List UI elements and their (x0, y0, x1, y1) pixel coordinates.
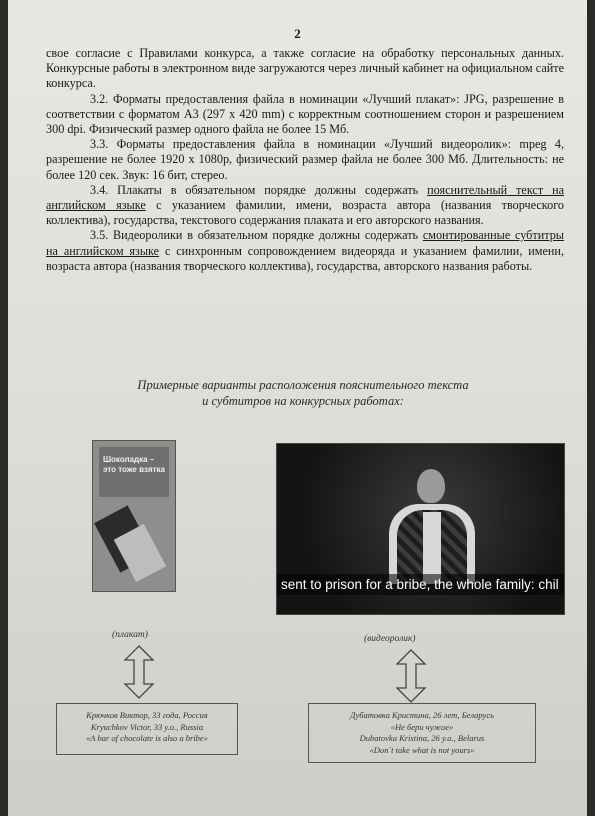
page-number: 2 (294, 26, 301, 41)
video-author-en: Dubatovka Kristina, 26 y.o., Belarus (359, 733, 485, 743)
poster-label: (плакат) (112, 630, 148, 640)
paragraph-4 (46, 228, 564, 274)
poster-info-box (56, 703, 238, 755)
caption-line-2: и субтитров на конкурсных работах: (202, 394, 404, 408)
paragraph-text: свое согласие с Правилами конкурса, а также согласие на обработку персональных данных. Конкурсные работы в электронном виде загружаются через личный кабинет на официальном сайте конкурса. (46, 46, 564, 91)
poster-author-en: Kryuchkov Victor, 33 y.o., Russia (90, 721, 204, 732)
paragraph-text: 3.3. Форматы предоставления файла в номинации «Лучший видеоролик»: mpeg 4, разрешение не более 1920 х 1080р, физический размер файла не более 300 Мб. Длительность: не более 120 сек. Звук: 16 бит, стерео. (46, 137, 564, 182)
paragraph-2 (46, 137, 564, 183)
paragraph-text: с указанием фамилии, имени, возраста автора (названия творческого коллектива), государства, текстового содержания плаката и его авторского названия. (46, 198, 564, 228)
illustration-caption (68, 377, 538, 409)
underlined-text: смонтированные субтитры на английском языке (46, 228, 564, 258)
poster-double-arrow-icon (122, 644, 156, 700)
poster-title: Шоколадка – это тоже взятка (103, 455, 165, 474)
video-author-ru: Дубатовка Кристина, 26 лет, Беларусь (350, 710, 494, 720)
speaker-head (417, 469, 445, 503)
paragraph-3 (46, 183, 564, 229)
video-double-arrow-icon (394, 648, 428, 704)
paragraph-0 (46, 46, 564, 92)
body-text (46, 46, 564, 274)
video-info-box (308, 703, 536, 763)
video-example-frame (276, 443, 565, 615)
underlined-text: пояснительный текст на английском языке (46, 182, 565, 213)
paragraph-text: 3.5. Видеоролики в обязательном порядке должны содержать (90, 228, 423, 243)
video-title-ru: «Не бери чужое» (390, 721, 454, 732)
poster-author-ru: Крючков Виктор, 33 года, Россия (86, 710, 208, 720)
video-subtitle: sent to prison for a bribe, the whole family: chil (277, 574, 564, 595)
paragraph-1 (46, 92, 564, 138)
caption-line-1: Примерные варианты расположения пояснительного текста (137, 378, 469, 392)
paragraph-text: 3.4. Плакаты в обязательном порядке должны содержать (90, 182, 428, 197)
video-label: (видеоролик) (364, 634, 416, 644)
poster-example-image (92, 440, 176, 592)
poster-title-en: «A bar of chocolate is also a bribe» (86, 733, 208, 743)
video-title-en: «Don`t take what is not yours» (369, 744, 475, 755)
paragraph-text: 3.2. Форматы предоставления файла в номинации «Лучший плакат»: JPG, разрешение в соответствии с форматом А3 (297 х 420 mm) с корректным соотношением сторон и разрешением 300 dpi. Физический размер одного файла не более 15 Мб. (46, 91, 564, 137)
paragraph-text: с синхронным сопровождением видеоряда и указанием фамилии, имени, возраста автора (названия творческого коллектива), государства, авторского названия работы. (46, 243, 564, 273)
document-page (8, 0, 587, 816)
